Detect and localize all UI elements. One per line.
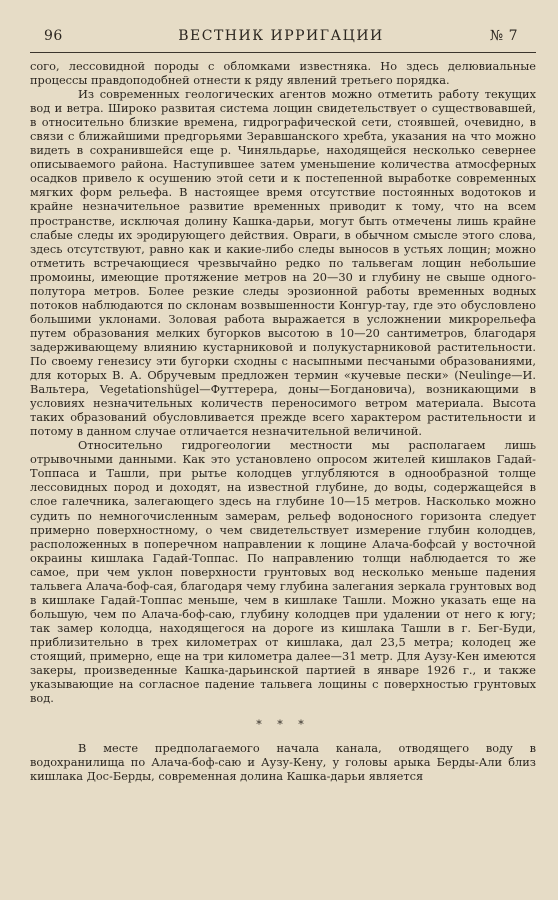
paragraph-geological-agents: Из современных геологических агентов можно отметить работу текущих вод и ветра. Широко развитая система лощин свидетельствует о существовавшей, в относительно близкие времена, гидрографической сети, стоявшей, очевидно, в связи с ближайшими предгорьями Зеравшанского хребта, указания на что можно видеть в сохранившейся еще р. Чиняльдарье, находящейся несколько севернее описываемого района. Наступившее затем уменьшение количества атмосферных осадков привело к осушению этой сети и к постепенной выработке современных мягких форм рельефа. В настоящее время отсутствие постоянных водотоков и крайне незначительное развитие временных приводит к тому, что на всем пространстве, исключая долину Кашка-дарьи, могут быть отмечены лишь крайне слабые следы их эродирующего действия. Овраги, в обычном смысле этого слова, здесь отсутствуют, равно как и какие-либо следы выносов в устьях лощин; можно отметить встречающиеся чрезвычайно редко по тальвегам лощин небольшие промоины, имеющие протяжение метров на 20—30 и глубину не свыше одного-полутора метров. Более резкие следы эрозионной работы временных водных потоков наблюдаются по склонам возвышенности Конгур-тау, где это обусловлено большими уклонами. Золовая работа выражается в усложнении микрорельефа путем образования мелких бугорков высотою в 10—20 сантиметров, благодаря задерживающему влиянию кустарниковой и полукустарниковой растительности. По своему генезису эти бугорки сходны с насыпными песчаными образованиями, для которых В. А. Обручевым предложен термин «кучевые пески» (Neulinge—И. Вальтера, Vegetationshügel—Футтерера, доны—Богдановича), возникающими в условиях незначительных количеств переносимого ветром материала. Высота таких образований обусловливается прежде всего характером растительности и потому в данном случае отличается незначительной величиной. [30, 87, 536, 439]
page-number: 96 [44, 28, 63, 44]
journal-title: ВЕСТНИК ИРРИГАЦИИ [178, 28, 384, 44]
paragraph-hydrogeology: Относительно гидрогеологии местности мы располагаем лишь отрывочными данными. Как это установлено опросом жителей кишлаков Гадай-Топпаса и Ташли, при рытье колодцев углубляются в однообразной толще лессовидных пород и доходят, на известной глубине, до воды, содержащейся в слое галечника, залегающего здесь на глубине 10—15 метров. Насколько можно судить по немногочисленным замерам, рельеф водоносного горизонта следует примерно поверхностному, о чем свидетельствует измерение глубин колодцев, расположенных в поперечном направлении к лощине Алача-бофсай у восточной окраины кишлака Гадай-Топпас. По направлению толщи наблюдается то же самое, при чем уклон поверхности грунтовых вод несколько меньше падения тальвега Алача-боф-сая, благодаря чему глубина залегания зеркала грунтовых вод в кишлаке Гадай-Топпас меньше, чем в кишлаке Ташли. Можно указать еще на большую, чем по Алача-боф-саю, глубину колодцев при удалении от него к югу; так замер колодца, находящегося на дороге из кишлака Ташли в г. Бег-Буди, приблизительно в трех километрах от кишлака, дал 23,5 метра; колодец же стоящий, примерно, еще на три километра далее—31 метр. Для Аузу-Кен имеются закеры, произведенные Кашка-дарьинской партией в январе 1926 г., и также указывающие на согласное падение тальвега лощины с поверхностью грунтовых вод. [30, 438, 536, 706]
issue-number: № 7 [489, 28, 518, 44]
header-rule [30, 52, 536, 53]
paragraph-canal-start: В месте предполагаемого начала канала, отводящего воду в водохранилища по Алача-боф-саю и Аузу-Кену, у головы арыка Берды-Али близ кишлака Дос-Берды, современная долина Кашка-дарьи является [30, 741, 536, 784]
paragraph-continuation: сого, лессовидной породы с обломками известняка. Но здесь делювиальные процессы правдоподобней отнести к ряду явлений третьего порядка. [30, 59, 536, 88]
running-header [44, 28, 518, 50]
section-separator: * * * [256, 718, 310, 732]
article-body [30, 59, 536, 783]
